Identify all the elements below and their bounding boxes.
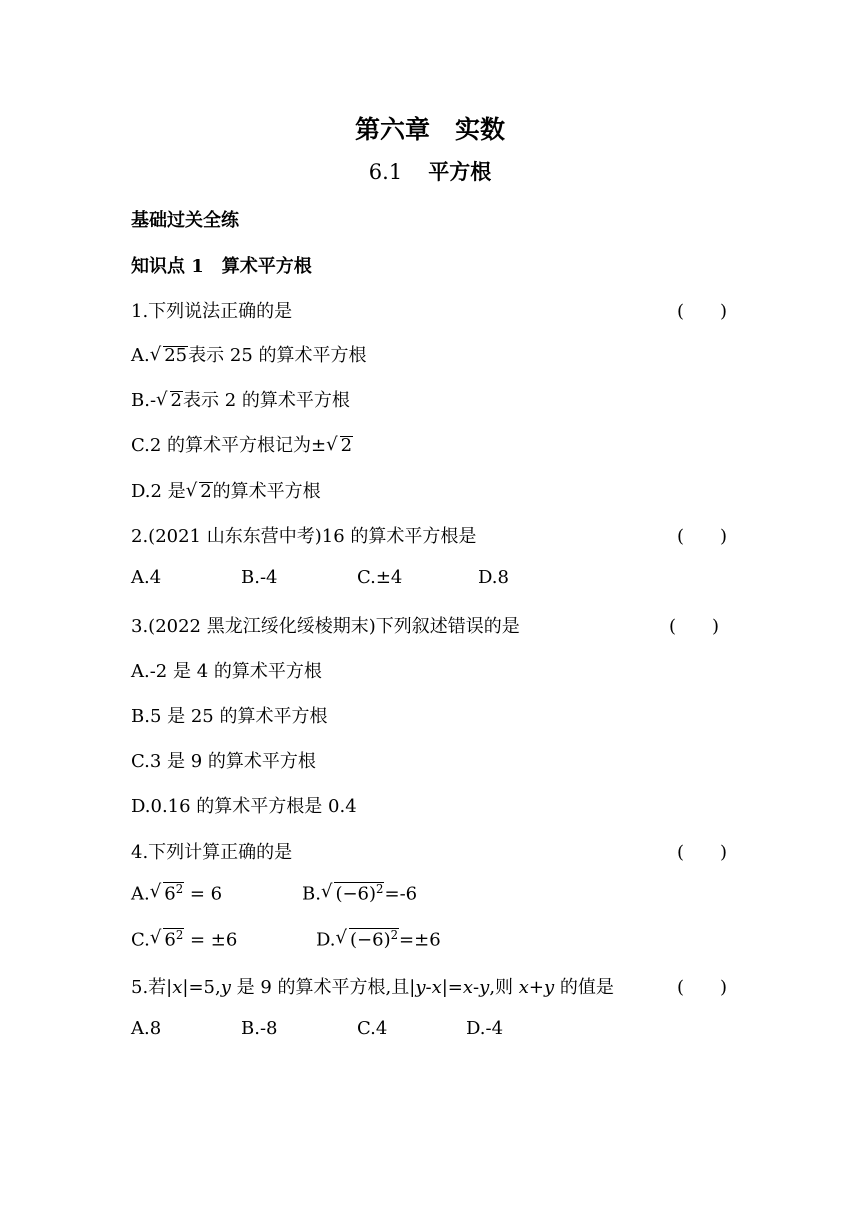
question-5-stem bbox=[131, 973, 614, 999]
var-y: y bbox=[415, 977, 426, 998]
question-3-option-b: B.5 是 25 的算术平方根 bbox=[131, 706, 328, 727]
question-4-option-c bbox=[131, 928, 237, 950]
radicand: 2 bbox=[170, 390, 182, 411]
section-number: 6.1 bbox=[368, 160, 403, 184]
question-5-option-b: B.-8 bbox=[241, 1018, 278, 1039]
sqrt-symbol bbox=[150, 882, 184, 904]
radicand: 2 bbox=[340, 435, 353, 456]
question-4-option-a bbox=[131, 882, 222, 904]
radicand: 6 bbox=[164, 883, 176, 905]
option-text: = 6 bbox=[184, 883, 223, 905]
exponent: 2 bbox=[390, 928, 399, 942]
question-1-option-b bbox=[131, 386, 350, 412]
question-1-answer-blank: ( ) bbox=[677, 301, 728, 322]
var-x: x bbox=[462, 977, 474, 998]
option-text: = ±6 bbox=[184, 929, 238, 951]
option-label: C. bbox=[131, 929, 150, 951]
section-title bbox=[0, 156, 860, 186]
question-1-stem: 1.下列说法正确的是 bbox=[131, 301, 293, 322]
question-2-option-b: B.-4 bbox=[241, 567, 278, 588]
option-text: 表示 25 的算术平方根 bbox=[188, 345, 367, 366]
exponent: 2 bbox=[175, 882, 184, 896]
question-2-option-a: A.4 bbox=[131, 567, 162, 588]
radicand: 25 bbox=[164, 345, 188, 366]
exponent: 2 bbox=[376, 882, 384, 896]
question-3-answer-blank: ( ) bbox=[669, 616, 720, 637]
option-label: A. bbox=[131, 883, 150, 905]
practice-heading: 基础过关全练 bbox=[131, 210, 239, 231]
question-4-answer-blank: ( ) bbox=[677, 842, 728, 863]
question-1-option-d bbox=[131, 477, 321, 503]
question-1-option-c bbox=[131, 431, 353, 457]
stem-text: |= bbox=[441, 977, 463, 998]
stem-text: - bbox=[473, 977, 480, 998]
option-label: B.- bbox=[131, 390, 157, 411]
stem-text: 是 9 的算术平方根,且| bbox=[230, 977, 416, 998]
sqrt-symbol bbox=[150, 928, 184, 950]
question-5-option-d: D.-4 bbox=[466, 1018, 504, 1039]
sqrt-symbol bbox=[336, 928, 400, 950]
stem-text: + bbox=[528, 977, 545, 998]
sqrt-symbol bbox=[150, 345, 188, 366]
var-x: x bbox=[518, 977, 529, 998]
radicand: (−6) bbox=[350, 929, 391, 951]
question-3-option-d: D.0.16 的算术平方根是 0.4 bbox=[131, 796, 357, 817]
sqrt-symbol bbox=[156, 390, 183, 411]
option-label: D. bbox=[316, 929, 336, 951]
radicand: (−6) bbox=[335, 883, 377, 905]
option-text: 表示 2 的算术平方根 bbox=[182, 390, 350, 411]
question-5-option-c: C.4 bbox=[357, 1018, 388, 1039]
option-text: C.2 的算术平方根记为± bbox=[131, 435, 327, 456]
var-y: y bbox=[544, 977, 555, 998]
option-label: B. bbox=[302, 883, 321, 905]
exponent: 2 bbox=[175, 928, 184, 942]
stem-text: 5.若| bbox=[131, 977, 173, 998]
question-3-option-c: C.3 是 9 的算术平方根 bbox=[131, 751, 316, 772]
option-text: =-6 bbox=[384, 883, 418, 905]
question-4-option-d bbox=[316, 928, 441, 950]
sqrt-symbol bbox=[321, 882, 385, 904]
var-x: x bbox=[431, 977, 442, 998]
radicand: 2 bbox=[200, 481, 212, 502]
question-5-answer-blank: ( ) bbox=[677, 977, 728, 998]
question-5-option-a: A.8 bbox=[131, 1018, 162, 1039]
option-text: 的算术平方根 bbox=[212, 481, 321, 502]
question-2-stem: 2.(2021 山东东营中考)16 的算术平方根是 bbox=[131, 526, 477, 547]
option-text: D.2 是 bbox=[131, 481, 186, 502]
stem-text: ,则 bbox=[489, 977, 519, 998]
question-4-option-b bbox=[302, 882, 417, 904]
knowledge-point-heading: 知识点 1 算术平方根 bbox=[131, 256, 312, 277]
stem-text: 的值是 bbox=[554, 977, 614, 998]
var-y: y bbox=[479, 977, 490, 998]
question-2-option-d: D.8 bbox=[478, 567, 509, 588]
question-4-stem: 4.下列计算正确的是 bbox=[131, 842, 293, 863]
var-y: y bbox=[220, 977, 231, 998]
option-label: A. bbox=[131, 345, 150, 366]
stem-text: |=5, bbox=[182, 977, 221, 998]
stem-text: - bbox=[425, 977, 432, 998]
var-x: x bbox=[172, 977, 183, 998]
question-3-option-a: A.-2 是 4 的算术平方根 bbox=[131, 661, 322, 682]
question-3-stem: 3.(2022 黑龙江绥化绥棱期末)下列叙述错误的是 bbox=[131, 616, 520, 637]
sqrt-symbol bbox=[186, 481, 213, 502]
section-name: 平方根 bbox=[428, 159, 492, 184]
radicand: 6 bbox=[164, 929, 176, 951]
question-2-answer-blank: ( ) bbox=[677, 526, 728, 547]
question-1-option-a bbox=[131, 341, 367, 367]
question-2-option-c: C.±4 bbox=[357, 567, 403, 588]
chapter-title: 第六章 实数 bbox=[354, 115, 505, 144]
option-text: =±6 bbox=[399, 929, 441, 951]
sqrt-symbol bbox=[326, 435, 353, 456]
